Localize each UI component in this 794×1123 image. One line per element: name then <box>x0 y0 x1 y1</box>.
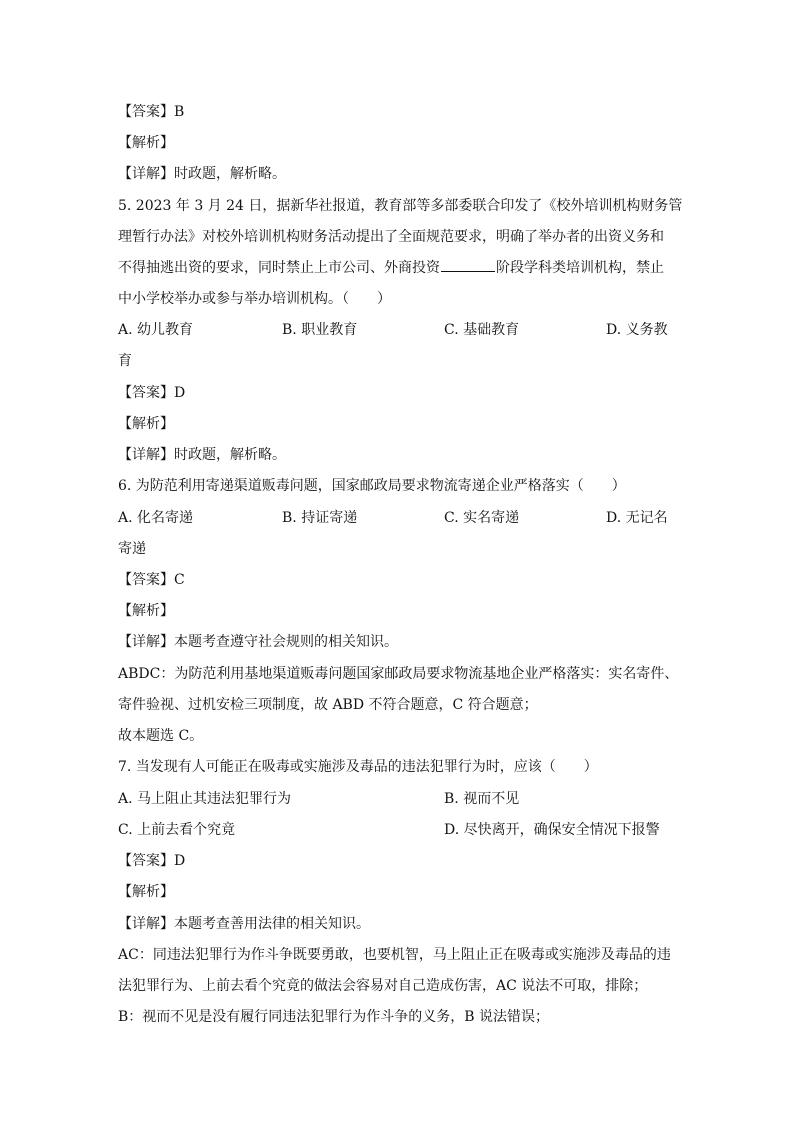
q5-option-d: D. 义务教 <box>606 322 668 338</box>
q5-option-b: B. 职业教育 <box>282 322 358 338</box>
q5-answer: 【答案】D <box>118 385 186 401</box>
fill-in-blank <box>441 258 495 272</box>
q6-option-a: A. 化名寄递 <box>118 510 194 526</box>
q6-answer: 【答案】C <box>118 572 185 588</box>
q7-explanation-line3: B：视而不见是没有履行同违法犯罪行为作斗争的义务，B 说法错误； <box>118 1009 550 1025</box>
q7-option-d: D. 尽快离开，确保安全情况下报警 <box>444 822 660 838</box>
q5-option-c: C. 基础教育 <box>444 322 520 338</box>
q7-explanation-line1: AC：同违法犯罪行为作斗争既要勇敢，也要机智，马上阻止正在吸毒或实施涉及毒品的违 <box>118 947 671 963</box>
q4-analysis: 【解析】 <box>118 135 174 151</box>
q4-detail: 【详解】时政题，解析略。 <box>118 166 286 182</box>
q5-stem-line3-end: 阶段学科类培训机构，禁止 <box>496 260 664 276</box>
q7-option-a: A. 马上阻止其违法犯罪行为 <box>118 791 292 807</box>
q5-detail: 【详解】时政题，解析略。 <box>118 447 286 463</box>
q5-stem-line3-start: 不得抽逃出资的要求，同时禁止上市公司、外商投资 <box>118 260 440 276</box>
q7-option-b: B. 视而不见 <box>444 791 520 807</box>
q6-option-c: C. 实名寄递 <box>444 510 520 526</box>
q6-stem: 6. 为防范利用寄递渠道贩毒问题，国家邮政局要求物流寄递企业严格落实（ ） <box>118 478 626 494</box>
q7-stem: 7. 当发现有人可能正在吸毒或实施涉及毒品的违法犯罪行为时，应该（ ） <box>118 759 598 775</box>
q5-option-d-wrap: 育 <box>118 353 132 369</box>
q5-stem-line1: 5. 2023 年 3 月 24 日，据新华社报道，教育部等多部委联合印发了《校外培训机构财务管 <box>118 198 683 214</box>
q5-option-a: A. 幼儿教育 <box>118 322 194 338</box>
q6-option-b: B. 持证寄递 <box>282 510 358 526</box>
q7-option-c: C. 上前去看个究竟 <box>118 822 236 838</box>
q6-explanation-line1: ABDC：为防范利用基地渠道贩毒问题国家邮政局要求物流基地企业严格落实：实名寄件、 <box>118 666 679 682</box>
q6-option-d-wrap: 寄递 <box>118 541 146 557</box>
q6-explanation-line2: 寄件验视、过机安检三项制度，故 ABD 不符合题意，C 符合题意； <box>118 697 538 713</box>
q4-answer: 【答案】B <box>118 104 185 120</box>
q7-explanation-line2: 法犯罪行为、上前去看个究竟的做法会容易对自己造成伤害，AC 说法不可取，排除； <box>118 978 648 994</box>
q5-stem-line2: 理暂行办法》对校外培训机构财务活动提出了全面规范要求，明确了举办者的出资义务和 <box>118 229 664 245</box>
q6-analysis: 【解析】 <box>118 603 174 619</box>
q6-option-d: D. 无记名 <box>606 510 668 526</box>
q6-explanation-line3: 故本题选 C。 <box>118 728 204 744</box>
q7-answer: 【答案】D <box>118 853 186 869</box>
q7-detail: 【详解】本题考查善用法律的相关知识。 <box>118 916 370 932</box>
q6-detail: 【详解】本题考查遵守社会规则的相关知识。 <box>118 634 398 650</box>
q5-analysis: 【解析】 <box>118 416 174 432</box>
q5-stem-line3 <box>118 258 664 278</box>
q7-analysis: 【解析】 <box>118 884 174 900</box>
q5-stem-line4: 中小学校举办或参与举办培训机构。（ ） <box>118 291 391 307</box>
